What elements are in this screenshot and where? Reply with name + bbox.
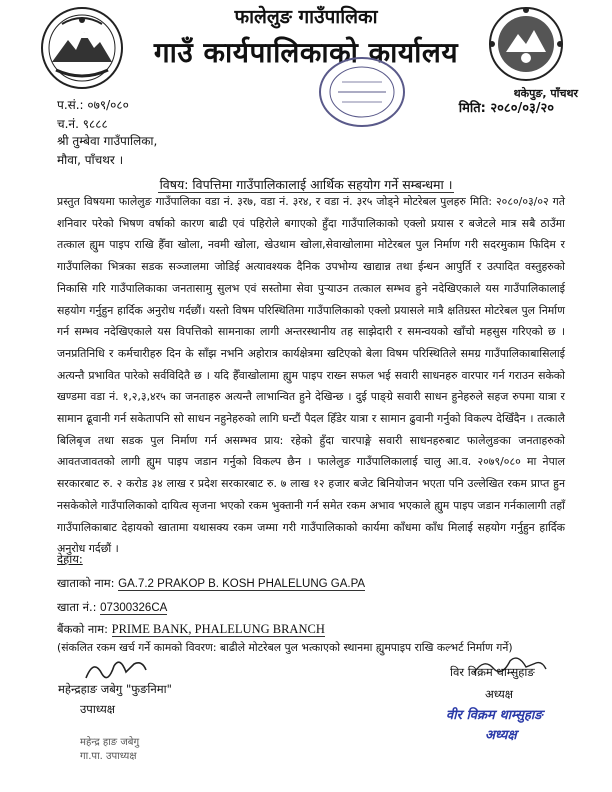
office-seal-stamp — [312, 52, 412, 132]
account-name-label: खाताको नाम: — [57, 576, 115, 590]
chair-stamp-name: वीर विक्रम थाम्सुहाङ — [446, 708, 543, 723]
chair-name: विर विक्रम थाम्सुहाङ — [450, 665, 535, 679]
account-number-value: 07300326CA — [100, 602, 168, 614]
addressee-line1: श्री तुम्बेवा गाउँपालिका, — [57, 134, 158, 148]
municipality-logo — [486, 4, 566, 84]
office-location: थकेपुङ, पाँचथर — [513, 87, 578, 100]
letter-body — [57, 191, 565, 560]
vice-chair-stamp-name: महेन्द्र हाङ जबेगु — [80, 737, 140, 748]
bank-name-label: बैंकको नाम: — [57, 622, 108, 636]
account-name-value: GA.7.2 PRAKOP B. KOSH PHALELUNG GA.PA — [118, 578, 366, 590]
vice-chair-signature — [82, 656, 152, 684]
account-number-label: खाता नं.: — [57, 600, 97, 614]
expense-note: (संकलित रकम खर्च गर्ने कामको विवरण: बाढीले मोटरेबल पुल भत्काएको स्थानमा ह्युमपाइप राखि कल्भर्ट निर्माण गर्ने) — [57, 641, 513, 654]
account-name-row — [57, 576, 365, 591]
vice-chair-stamp-title: गा.पा. उपाध्यक्ष — [80, 751, 137, 762]
letter-date: मिति: २०८०/०३/२० — [458, 101, 554, 116]
bank-name-value: PRIME BANK, PHALELUNG BRANCH — [111, 622, 325, 636]
vice-chair-name: महेन्द्रहाङ जबेगु "फुङनिमा" — [58, 682, 172, 696]
account-number-row — [57, 600, 167, 615]
chair-stamp-title: अध्यक्ष — [485, 728, 517, 743]
vice-chair-title: उपाध्यक्ष — [80, 702, 116, 716]
bank-name-row — [57, 622, 325, 637]
subject-text: विषय: विपत्तिमा गाउँपालिकालाई आर्थिक सहयोग गर्ने सम्बन्धमा । — [159, 177, 453, 192]
vice-chair-signature-block — [58, 668, 218, 762]
dispatch-number: च.नं. ९८८८ — [57, 117, 108, 131]
municipality-name: फालेलुङ गाउँपालिका — [234, 6, 378, 28]
letter-reference-number: प.सं.: ०७९/०८० — [57, 98, 129, 112]
body-paragraph: प्रस्तुत विषयमा फालेलुङ गाउँपालिका वडा नं. ३र७, वडा नं. ३र४, र वडा नं. ३र५ जोड्ने मोटरेबल पुलहरु मिति: २०८०/०३/०२ गते शनिवार परेको भिषण वर्षाको कारण बाढी एवं पहिरोले बगाएको हुँदा गाउँपालिकाको एक्लो प्रयास र बजेटले मात्र सबै ठाउँमा तत्काल ह्युम पाइप राखि हैँवा खोला, नवमी खोला, खेउथाम खोला,सेवाखोलामा मोटेरबल पुल निर्माण गरी सदरमुकाम फिदिम र गाउँपालिका भित्रका सडक सञ्जालमा जोडिई अत्यावश्यक दैनिक उपभोग्य खाद्यान्न तथा ईन्धन आपुर्ति र उत्पादित वस्तुहरुको निकासि गरि गाउँपालिकाका जनतासामु सुलभ एवं सस्तोमा सेवा पुऱ्याउन तत्काल सम्भव हुने नदेखिएकाले यस गाउँपालिकालाई सहयोग गर्नुहुन हार्दिक अनुरोध गर्दछौं। यस्तो विषम परिस्थितिमा गाउँपालिकाको एक्लो प्रयासले मात्रै क्षतिग्रस्त मोटरेबल पुल निर्माण गर्न सम्भव नदेखिएकाले यस विपत्तिको सामनाका लागी अन्तरस्थानीय तह साझेदारी र समन्वयको खाँचो महसुस गरिएको छ । जनप्रतिनिधि र कर्मचारीहरु दिन के साँझ नभनि अहोरात्र कार्यक्षेत्रमा खटिएको बेला विषम परिस्थितिले समग्र गाउँपालिकाबासिलाई अत्यन्तै प्रभावित पारेको सर्वविदितै छ । यदि हैँवाखोलामा ह्युम पाइप राख्न सफल भई सवारी साधनहरु वारपार गर्न गराउन सकेको खण्डमा वडा नं. १,२,३,४र५ का जनताहरु अत्यन्तै लाभान्वित हुने देखिन्छ । दुई पाङ्ग्रे सवारी साधन हुनेहरुले सहज रुपमा यात्रा र सामान ढूवानी गर्न सकेतापनि सो साधन नहुनेहरुको लागि घन्टौं पैदल हिँडेर यात्रा र सामान ढुवानी गर्नुको विकल्प देखिँदैन । तत्कालै बिलिबृज तथा सडक पुल निर्माण गर्न असम्भव प्राय: रहेको हुँदा चारपाङ्गे सवारी साधनहरुबाट फालेलुङका जनताहरुको आवतजावतको लागी ह्युम पाइप जडान गर्नुको विकल्प छैन । फालेलुङ गाउँपालिकालाई चालु आ.व. २०७९/०८० मा नेपाल सरकारबाट रु. २ करोड ३४ लाख र प्रदेश सरकारबाट रु. ७ लाख १२ हजार बजेट बिनियोजन भएता पनि उल्लेखित रकम प्राप्त हुन नसकेकोले गाउँपालिकाको दायित्व सृजना भएको रकम भुक्तानी गर्न समेत रकम अभाव भएकाले ह्युम पाइप जडान गर्नकालागी तहाँ गाउँपालिकाबाट देहायको खातामा यथासक्य रकम जम्मा गरी गाउँपालिकाको कार्यमा काँधमा काँध मिलाई सहयोग गर्नुहुन हार्दिक अनुरोध गर्दछौं । — [57, 195, 565, 556]
bank-details-heading: देहाय: — [57, 552, 83, 566]
chair-signature-block — [430, 665, 600, 785]
chair-title: अध्यक्ष — [485, 687, 514, 701]
addressee-line2: मौवा, पाँचथर । — [57, 153, 124, 167]
office-title: गाउँ कार्यपालिकाको कार्यालय — [153, 36, 459, 69]
